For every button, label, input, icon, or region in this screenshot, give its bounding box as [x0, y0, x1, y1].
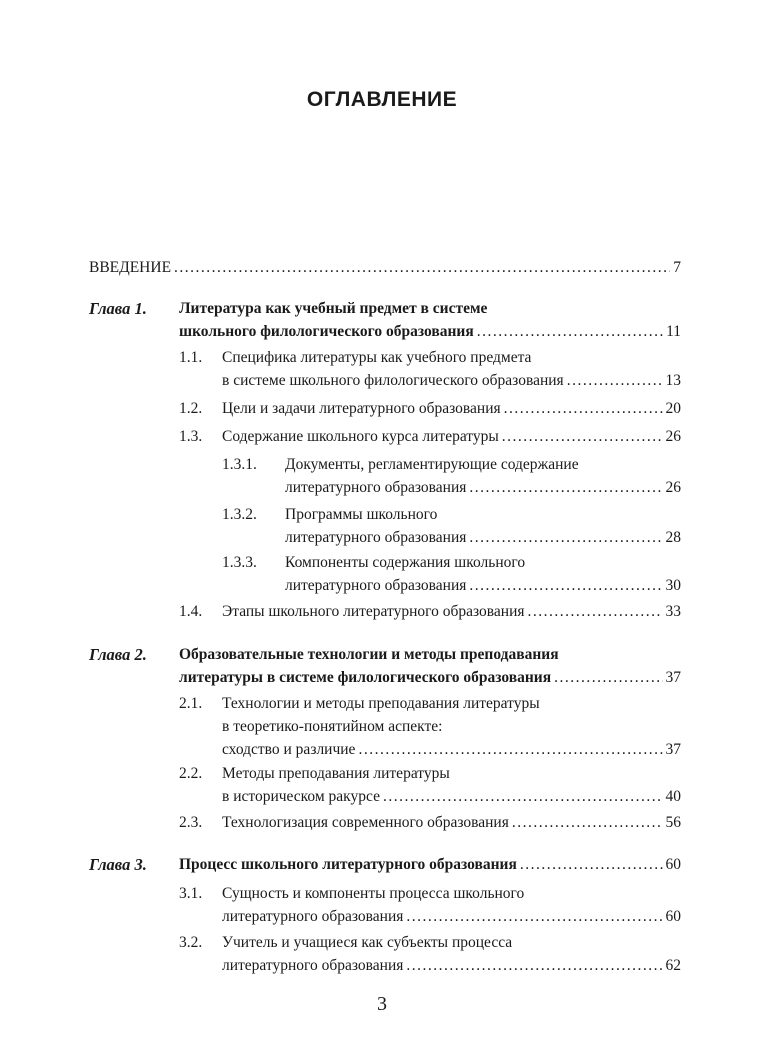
- toc-entry-line: Документы, регламентирующие содержание: [285, 456, 579, 473]
- toc-page-number: 28: [665, 529, 681, 546]
- leader-dots: [554, 666, 662, 689]
- toc-entry-number: 1.3.3.: [222, 554, 257, 571]
- toc-page-number: 26: [665, 428, 681, 445]
- toc-entry-line: сходство и различие ..... 37: [222, 738, 681, 761]
- toc-page-number: 37: [665, 669, 681, 686]
- toc-entry-line: Специфика литературы как учебного предмета: [222, 349, 532, 366]
- toc-entry-section[interactable]: [179, 931, 681, 977]
- toc-entry-number: 3.2.: [179, 934, 203, 951]
- toc-page-number: 30: [665, 577, 681, 594]
- toc-entry-subsection[interactable]: [222, 551, 681, 597]
- leader-dots: [520, 853, 663, 876]
- toc-entry-line: в теоретико-понятийном аспекте:: [222, 718, 443, 735]
- toc-entry-line: [89, 256, 681, 279]
- toc-page-number: 60: [665, 856, 681, 873]
- toc-entry-line: Компоненты содержания школьного: [285, 554, 526, 571]
- toc-entry-section[interactable]: [179, 811, 681, 834]
- toc-entry-section[interactable]: [179, 346, 681, 392]
- toc-entry-section[interactable]: [179, 762, 681, 808]
- toc-page-number: 62: [665, 957, 681, 974]
- leader-dots: [358, 738, 662, 761]
- toc-page-number: 26: [665, 479, 681, 496]
- toc-entry-line: Процесс школьного литературного образования ..... 60: [179, 853, 681, 876]
- toc-entry-section[interactable]: [179, 882, 681, 928]
- leader-dots: [174, 256, 670, 279]
- toc-entry-section[interactable]: [179, 397, 681, 420]
- leader-dots: [528, 600, 663, 623]
- toc-entry-number: 1.4.: [179, 603, 203, 620]
- toc-entry-line: Методы преподавания литературы: [222, 765, 450, 782]
- toc-entry-line: литературы в системе филологического образования ..... 37: [179, 666, 681, 689]
- page-title: ОГЛАВЛЕНИЕ: [306, 88, 458, 111]
- leader-dots: [567, 369, 663, 392]
- toc-page-number: 56: [665, 814, 681, 831]
- toc-entry-subsection[interactable]: [222, 503, 681, 549]
- leader-dots: [383, 785, 663, 808]
- toc-page-number: 20: [665, 400, 681, 417]
- toc-entry-chapter-1[interactable]: [179, 297, 681, 343]
- toc-entry-number: 1.3.: [179, 428, 203, 445]
- toc-entry-number: 2.3.: [179, 814, 203, 831]
- toc-entry-line: в историческом ракурсе ..... 40: [222, 785, 681, 808]
- leader-dots: [512, 811, 663, 834]
- toc-entry-line: Технологии и методы преподавания литературы: [222, 695, 540, 712]
- toc-entry-line: Цели и задачи литературного образования ..... 20: [222, 397, 681, 420]
- leader-dots: [406, 954, 662, 977]
- toc-entry-number: 1.3.2.: [222, 506, 257, 523]
- toc-page-number: 37: [665, 741, 681, 758]
- toc-entry-number: 3.1.: [179, 885, 203, 902]
- page-number: 3: [377, 993, 387, 1015]
- leader-dots: [502, 425, 663, 448]
- toc-page-number: 7: [673, 259, 681, 276]
- toc-entry-intro[interactable]: [89, 256, 681, 279]
- chapter-label: Глава 2.: [89, 645, 147, 664]
- toc-page-number: 11: [666, 323, 681, 340]
- toc-entry-line: Содержание школьного курса литературы ..... 26: [222, 425, 681, 448]
- toc-entry-line: Литература как учебный предмет в системе: [179, 300, 488, 317]
- toc-entry-line: литературного образования ..... 62: [222, 954, 681, 977]
- leader-dots: [504, 397, 663, 420]
- toc-page-number: 60: [665, 908, 681, 925]
- leader-dots: [469, 526, 662, 549]
- toc-entry-line: Программы школьного: [285, 506, 438, 523]
- toc-entry-line: Образовательные технологии и методы преподавания: [179, 646, 559, 663]
- toc-entry-section[interactable]: [179, 425, 681, 448]
- toc-entry-section[interactable]: [179, 600, 681, 623]
- leader-dots: [469, 476, 662, 499]
- toc-entry-number: 2.2.: [179, 765, 203, 782]
- chapter-label: Глава 3.: [89, 855, 147, 874]
- leader-dots: [477, 320, 663, 343]
- toc-entry-line: литературного образования ..... 60: [222, 905, 681, 928]
- toc-entry-number: 1.2.: [179, 400, 203, 417]
- toc-entry-line: Этапы школьного литературного образования ..... 33: [222, 600, 681, 623]
- toc-page-number: 13: [665, 372, 681, 389]
- toc-entry-line: литературного образования ..... 30: [285, 574, 681, 597]
- toc-entry-line: Учитель и учащиеся как субъекты процесса: [222, 934, 513, 951]
- toc-entry-line: литературного образования ..... 28: [285, 526, 681, 549]
- toc-entry-line: Сущность и компоненты процесса школьного: [222, 885, 525, 902]
- toc-entry-line: школьного филологического образования ..... 11: [179, 320, 681, 343]
- toc-page-number: 33: [665, 603, 681, 620]
- toc-entry-line: в системе школьного филологического образования ..... 13: [222, 369, 681, 392]
- toc-entry-title: ВВЕДЕНИЕ: [89, 259, 172, 276]
- toc-entry-chapter-2[interactable]: [179, 643, 681, 689]
- toc-entry-number: 1.3.1.: [222, 456, 257, 473]
- toc-entry-line: литературного образования ..... 26: [285, 476, 681, 499]
- chapter-label: Глава 1.: [89, 299, 147, 318]
- toc-entry-section[interactable]: [179, 692, 681, 761]
- toc-entry-number: 1.1.: [179, 349, 203, 366]
- leader-dots: [406, 905, 662, 928]
- toc-entry-chapter-3[interactable]: [179, 853, 681, 876]
- toc-entry-subsection[interactable]: [222, 453, 681, 499]
- toc-entry-number: 2.1.: [179, 695, 203, 712]
- toc-page-number: 40: [665, 788, 681, 805]
- leader-dots: [469, 574, 662, 597]
- toc-entry-line: Технологизация современного образования ..... 56: [222, 811, 681, 834]
